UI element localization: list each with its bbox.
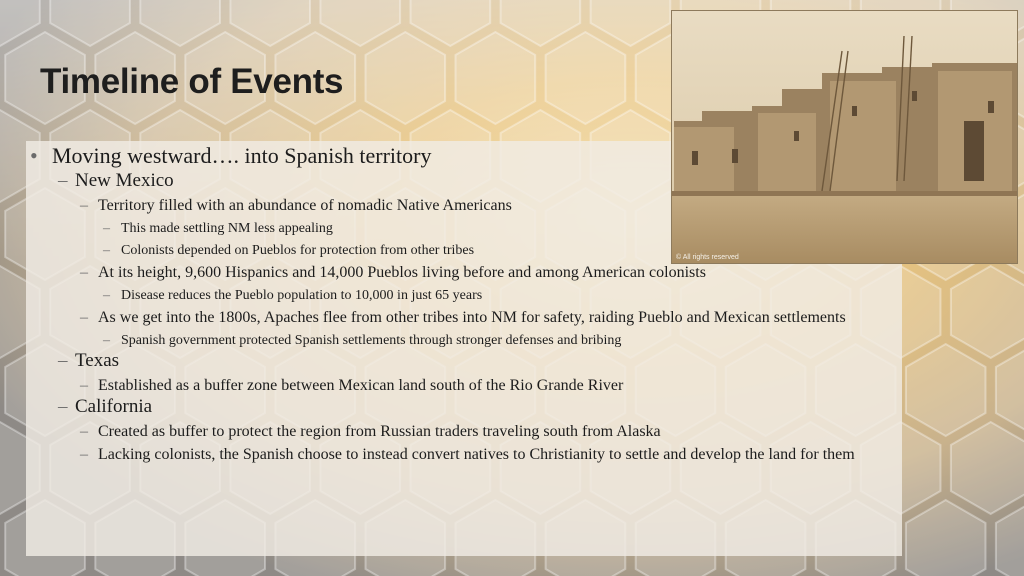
bullet-level-3: – Lacking colonists, the Spanish choose to instead convert natives to Christianity to settle and develop the land for them [30, 446, 898, 464]
bullet-level-4: – Colonists depended on Pueblos for protection from other tribes [30, 242, 898, 259]
photo-caption: © All rights reserved [676, 254, 739, 261]
bullet-level-3: – At its height, 9,600 Hispanics and 14,000 Pueblos living before and among American colonists [30, 264, 898, 282]
bullet-level-3: – Territory filled with an abundance of nomadic Native Americans [30, 197, 898, 215]
bullet-level-4: – Disease reduces the Pueblo population to 10,000 in just 65 years [30, 287, 898, 304]
bullet-level-4: – Spanish government protected Spanish settlements through stronger defenses and bribing [30, 332, 898, 349]
bullet-level-2: – New Mexico [30, 169, 898, 192]
bullet-level-2: – California [30, 395, 898, 418]
bullet-level-1: • Moving westward…. into Spanish territory [30, 143, 898, 169]
bullet-level-3: – Created as buffer to protect the region from Russian traders traveling south from Alaska [30, 423, 898, 441]
bullet-list [30, 143, 898, 464]
bullet-level-3: – As we get into the 1800s, Apaches flee from other tribes into NM for safety, raiding Pueblo and Mexican settlements [30, 309, 898, 327]
slide-title: Timeline of Events [40, 62, 344, 101]
bullet-level-2: – Texas [30, 349, 898, 372]
bullet-level-4: – This made settling NM less appealing [30, 220, 898, 237]
bullet-level-3: – Established as a buffer zone between Mexican land south of the Rio Grande River [30, 377, 898, 395]
